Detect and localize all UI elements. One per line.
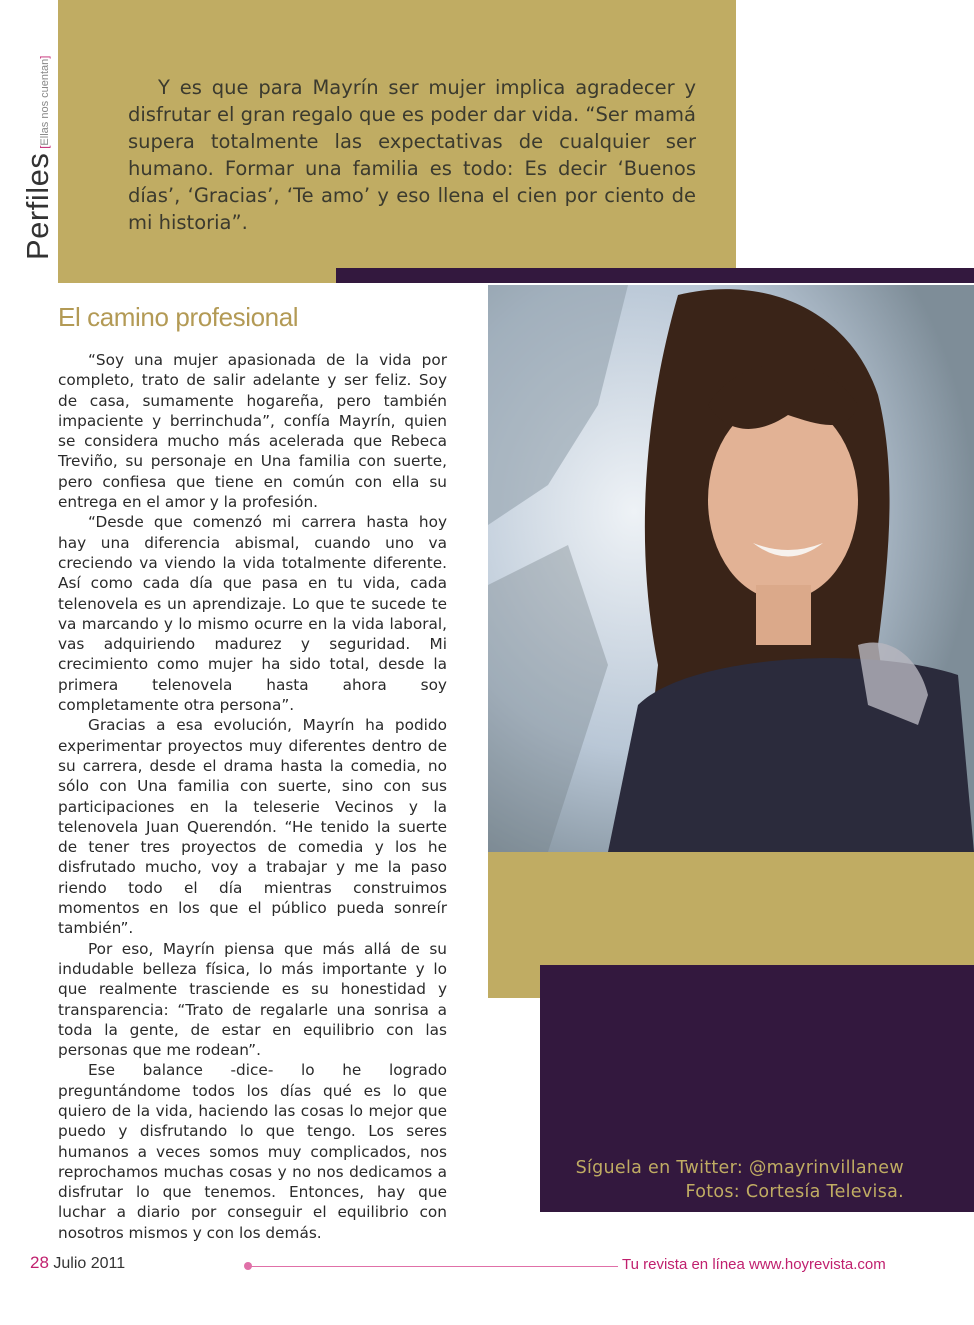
paragraph: Gracias a esa evolución, Mayrín ha podido experimentar proyectos muy diferentes dentro de su carrera, desde el drama hasta la comedia, no sólo con Una familia con suerte, sino con sus participaciones en la teleserie Vecinos y la telenovela Juan Querendón. “He tenido la suerte de tener tres proyectos de comedia y los he disfrutado mucho, voy a trabajar y me la paso riendo todo el día mientras construimos momentos en los que el público pueda sonreír también”. xyxy=(58,716,447,938)
photo-credit: Fotos: Cortesía Televisa. xyxy=(685,1182,904,1202)
section-heading: El camino profesional xyxy=(58,302,299,332)
footer-folio xyxy=(30,1253,125,1273)
section-title: Perfiles xyxy=(20,152,55,260)
issue-date: Julio 2011 xyxy=(53,1255,126,1272)
portrait-photo xyxy=(488,285,974,852)
website-link[interactable]: Tu revista en línea www.hoyrevista.com xyxy=(622,1256,886,1273)
section-label xyxy=(20,40,55,260)
page-number: 28 xyxy=(30,1253,49,1272)
purple-band xyxy=(336,268,974,283)
portrait-illustration xyxy=(488,285,974,852)
article-body xyxy=(58,350,447,1243)
paragraph: “Soy una mujer apasionada de la vida por completo, trato de salir adelante y ser feliz. Soy de casa, sumamente hogareña, pero también impaciente y berrinchuda”, confía Mayrín, quien se considera mucho más acelerada que Rebeca Treviño, su personaje en Una familia con suerte, pero confiesa que tiene en común con ella su entrega en el amor y la profesión. xyxy=(58,351,447,512)
paragraph: Por eso, Mayrín piensa que más allá de su indudable belleza física, lo más importante y lo que realmente trasciende es su honestidad y transparencia: “Trato de regalarle una sonrisa a toda la gente, de estar en equilibrio con las personas que me rodean”. xyxy=(58,939,447,1060)
section-subtitle: [Ellas nos cuentan] xyxy=(39,55,51,149)
twitter-credit: Síguela en Twitter: @mayrinvillanew xyxy=(575,1158,904,1178)
quote-block xyxy=(58,0,736,283)
paragraph: Ese balance -dice- lo he logrado preguntándome todos los días qué es lo que quiero de la vida, haciendo las cosas lo mejor que puedo y disfrutando lo que tengo. Los seres humanos a veces somos muy complicados, nos reprochamos muchas cosas y no nos dedicamos a disfrutar lo que tenemos. Entonces, hay que luchar a diario por conseguir el equilibrio con nosotros mismos y con los demás. xyxy=(58,1061,447,1242)
credit-box xyxy=(540,965,974,1212)
paragraph: “Desde que comenzó mi carrera hasta hoy hay una diferencia abismal, cuando uno va creciendo va viendo la vida totalmente diferente. Así como cada día que pasa en tu vida, cada telenovela es un aprendizaje. Lo que te sucede te va marcando y lo mismo ocurre en la vida laboral, vas adquiriendo madurez y seguridad. Mi crecimiento como mujer ha sido total, desde la primera telenovela hasta ahora soy completamente otra persona”. xyxy=(58,513,447,715)
footer-rule xyxy=(248,1266,618,1267)
pull-quote: Y es que para Mayrín ser mujer implica agradecer y disfrutar el gran regalo que es poder dar vida. “Ser mamá supera totalmente las expectativas de cualquier ser humano. Formar una familia es todo: Es decir ‘Buenos días’, ‘Gracias’, ‘Te amo’ y eso llena el cien por ciento de mi historia”. xyxy=(128,76,696,234)
